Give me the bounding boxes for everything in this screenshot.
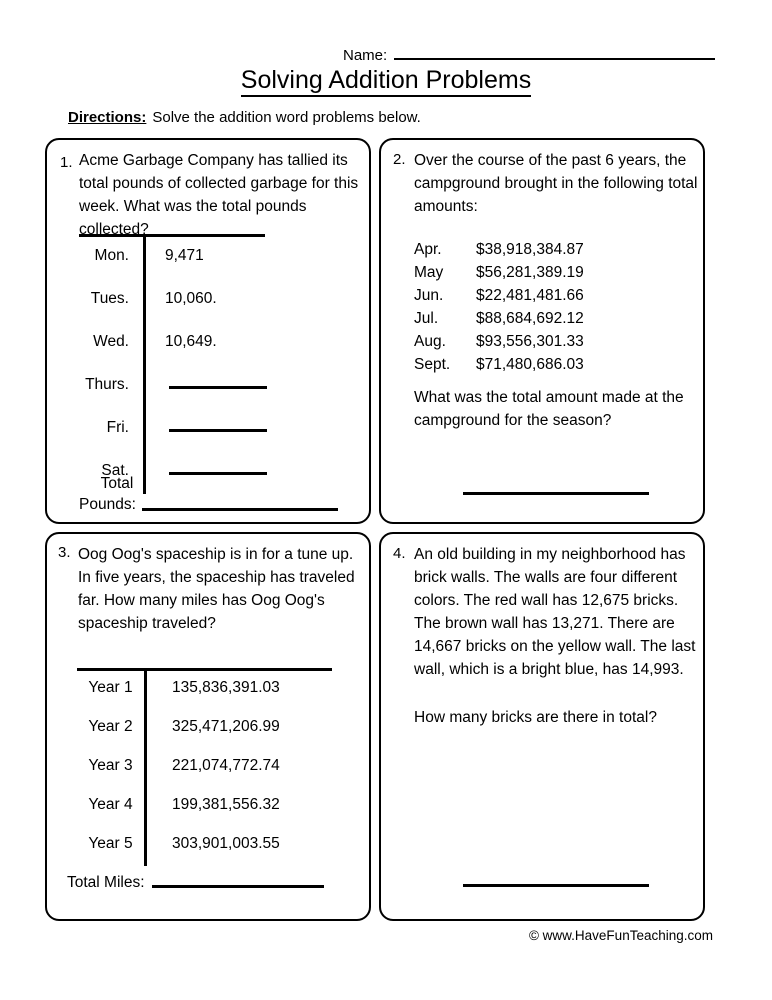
- problem-prompt-1: Acme Garbage Company has tallied its total pounds of collected garbage for this week. What was the total pounds collected?: [79, 152, 359, 238]
- year-value: 221,074,772.74: [172, 756, 280, 774]
- month-amount: $71,480,686.03: [476, 356, 584, 373]
- name-input-line[interactable]: [394, 44, 715, 60]
- yearly-miles-table: [77, 668, 367, 863]
- year-label: Year 3: [88, 756, 133, 774]
- table-row: [79, 406, 339, 449]
- day-label: Thurs.: [85, 375, 129, 393]
- list-item: [414, 284, 584, 307]
- day-value: 10,649.: [165, 332, 217, 350]
- month-label: Jun.: [414, 287, 444, 304]
- page-title-text: Solving Addition Problems: [241, 66, 531, 97]
- directions-text: Solve the addition word problems below.: [152, 109, 421, 126]
- problem-box-2: [379, 138, 705, 524]
- day-label: Tues.: [90, 289, 129, 307]
- problem-prompt-4: An old building in my neighborhood has brick walls. The walls are four different colors. The red wall has 12,675 bricks. The brown wall has 13,271. There are 14,667 bricks on the yellow wall. The last wall, which is a bright blue, has 14,993.: [414, 546, 696, 678]
- day-label: Mon.: [94, 246, 129, 264]
- year-value: 303,901,003.55: [172, 834, 280, 852]
- weekday-pounds-table: [79, 234, 339, 492]
- table-row: [79, 277, 339, 320]
- problem-box-4: [379, 532, 705, 921]
- year-value: 135,836,391.03: [172, 678, 280, 696]
- table-row: [77, 746, 367, 785]
- month-amount: $38,918,384.87: [476, 241, 584, 258]
- problem-number-2: 2.: [393, 151, 406, 168]
- table-row: [77, 785, 367, 824]
- year-label: Year 5: [88, 834, 133, 852]
- footer-copyright: © www.HaveFunTeaching.com: [528, 928, 713, 943]
- month-label: Sept.: [414, 356, 451, 373]
- year-value: 325,471,206.99: [172, 717, 280, 735]
- month-amount: $56,281,389.19: [476, 264, 584, 281]
- total-pounds-answer-line[interactable]: [142, 508, 338, 511]
- answer-blank-line[interactable]: [169, 386, 267, 389]
- month-amount: $93,556,301.33: [476, 333, 584, 350]
- year-label: Year 4: [88, 795, 133, 813]
- day-label: Fri.: [106, 418, 129, 436]
- table-row: [79, 363, 339, 406]
- month-label: Aug.: [414, 333, 446, 350]
- list-item: [414, 307, 584, 330]
- problem-number-1: 1.: [60, 154, 73, 171]
- name-label: Name:: [343, 47, 388, 64]
- problem-2-answer-line[interactable]: [463, 492, 649, 495]
- total-pounds-label-line1: Total: [100, 475, 134, 492]
- total-miles-label: Total Miles:: [67, 874, 145, 891]
- month-amount: $88,684,692.12: [476, 310, 584, 327]
- total-pounds-row: [79, 473, 369, 515]
- table-row: [79, 320, 339, 363]
- monthly-amounts-list: [414, 238, 584, 376]
- day-label: Sat.: [101, 461, 129, 479]
- directions-label: Directions:: [68, 109, 147, 126]
- month-amount: $22,481,481.66: [476, 287, 584, 304]
- year-label: Year 2: [88, 717, 133, 735]
- month-label: Apr.: [414, 241, 442, 258]
- problem-number-3: 3.: [58, 544, 71, 561]
- problem-prompt-2: Over the course of the past 6 years, the campground brought in the following total amounts:: [414, 152, 698, 215]
- problem-question-4: How many bricks are there in total?: [414, 709, 657, 726]
- list-item: [414, 261, 584, 284]
- directions: [68, 109, 421, 126]
- table-row: [77, 668, 367, 707]
- month-label: Jul.: [414, 310, 439, 327]
- answer-blank-line[interactable]: [169, 429, 267, 432]
- list-item: [414, 330, 584, 353]
- year-label: Year 1: [88, 678, 133, 696]
- list-item: [414, 238, 584, 261]
- year-value: 199,381,556.32: [172, 795, 280, 813]
- day-value-blank: [143, 419, 339, 437]
- total-miles-answer-line[interactable]: [152, 885, 324, 888]
- name-field-row: [343, 44, 715, 64]
- table-row: [79, 234, 339, 277]
- day-value-blank: [143, 376, 339, 394]
- list-item: [414, 353, 584, 376]
- problem-box-1: [45, 138, 371, 524]
- day-value: 9,471: [165, 246, 204, 264]
- table-row: [77, 707, 367, 746]
- total-pounds-label-line2: Pounds:: [79, 496, 136, 513]
- day-label: Wed.: [93, 332, 129, 350]
- problem-box-3: [45, 532, 371, 921]
- problem-question-2: What was the total amount made at the campground for the season?: [414, 389, 684, 429]
- total-miles-row: [67, 874, 367, 892]
- day-value: 10,060.: [165, 289, 217, 307]
- problem-prompt-3: Oog Oog's spaceship is in for a tune up. In five years, the spaceship has traveled far. How many miles has Oog Oog's spaceship traveled?: [78, 546, 355, 632]
- table-row: [77, 824, 367, 863]
- page-title: [0, 66, 772, 95]
- problem-number-4: 4.: [393, 545, 406, 562]
- problem-4-answer-line[interactable]: [463, 884, 649, 887]
- month-label: May: [414, 264, 444, 281]
